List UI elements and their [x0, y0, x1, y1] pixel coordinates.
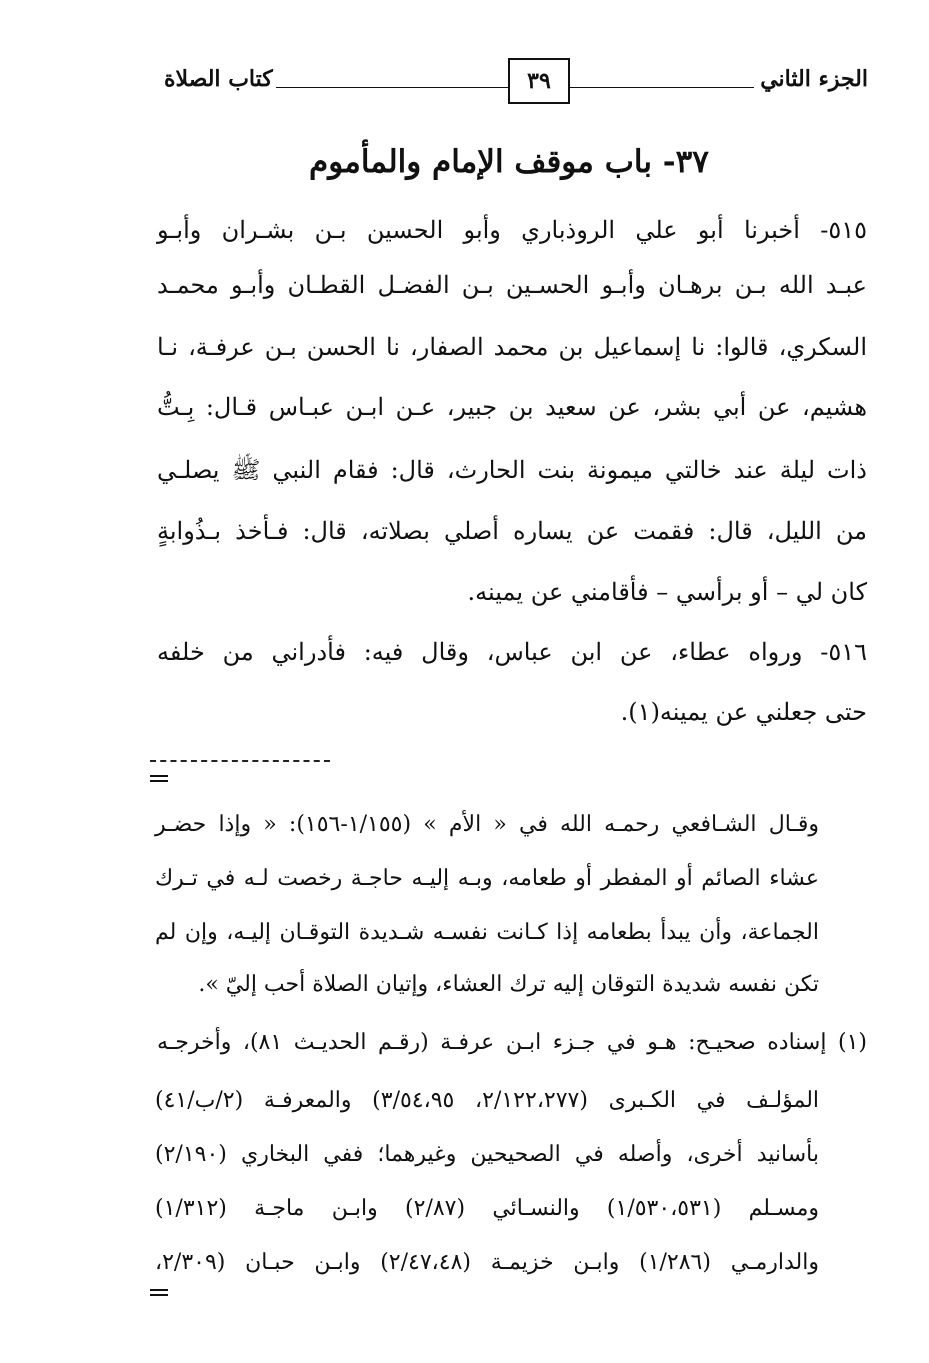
header-rule-left: [276, 87, 508, 88]
footnote-line: (١) إسناده صحيـح: هـو في جـزء ابـن عرفـة (رقـم الحديـث ٨١)، وأخرجـه: [157, 1030, 867, 1055]
body-line: من الليل، قال: فقمت عن يساره أصلي بصلاته، قال: فـأخذ بـذُوابةٍ: [157, 517, 867, 545]
running-header: [150, 58, 868, 108]
footnote-continuation-line: عشاء الصائم أو المفطر أو طعامه، وبـه إليـه حاجـة رخصت لـه في تـرك: [155, 866, 819, 891]
header-rule-right: [570, 87, 754, 88]
footnote-continuation-line: وقـال الشـافعي رحمـه الله في « الأم » (١/١٥٥-١٥٦): « وإذا حضـر: [155, 812, 819, 837]
body-line: حتى جعلني عن يمينه(١).: [620, 698, 867, 726]
chapter-title: ٣٧- باب موقف الإمام والمأموم: [309, 144, 709, 180]
body-line: عبـد الله بـن برهـان وأبـو الحسـين بـن الفضـل القطـان وأبـو محمـد: [157, 271, 867, 299]
body-line: ٥١٦- ورواه عطاء، عن ابن عباس، وقال فيه: فأدراني من خلفه: [157, 638, 867, 666]
body-line: ٥١٥- أخبرنا أبو علي الروذباري وأبو الحسين بـن بشـران وأبـو: [157, 216, 867, 244]
body-line: ذات ليلة عند خالتي ميمونة بنت الحارث، قال: فقام النبي ﷺ يصلـي: [157, 456, 867, 484]
body-line: كان لي – أو برأسي – فأقامني عن يمينه.: [467, 578, 867, 606]
footnote-continuation-line: الجماعة، وأن يبدأ بطعامه إذا كـانت نفسـه شـديدة التوقـان إليـه، وإن لم: [155, 920, 819, 945]
footnote-line: بأسانيد أخرى، وأصله في الصحيحين وغيرهما؛ ففي البخاري (٢/١٩٠): [155, 1142, 819, 1167]
header-book-label: كتاب الصلاة: [164, 66, 273, 92]
footnote-line: ومسـلم (١/٥٣٠،٥٣١) والنسـائي (٢/٨٧) وابـن ماجـة (١/٣١٢): [155, 1196, 820, 1221]
continuation-mark: [150, 775, 168, 782]
body-line: السكري، قالوا: نا إسماعيل بن محمد الصفار، نا الحسن بـن عرفـة، نـا: [157, 333, 867, 361]
body-line: هشيم، عن أبي بشر، عن سعيد بن جبير، عـن ابـن عبـاس قـال: بِـتُّ: [157, 393, 867, 421]
header-part-label: الجزء الثاني: [760, 66, 868, 92]
footnote-line: المؤلـف في الكـبرى (٢/١٢٢،٢٧٧، ٣/٥٤،٩٥) والمعرفـة (٢/ب/٤١): [155, 1088, 820, 1113]
footnote-separator: [150, 760, 330, 762]
footnote-continuation-line: تكن نفسه شديدة التوقان إليه ترك العشاء، وإتيان الصلاة أحب إليّ ».: [198, 972, 819, 997]
page-number: ٣٩: [527, 68, 551, 94]
footnote-line: والدارمـي (١/٢٨٦) وابـن خزيمـة (٢/٤٧،٤٨) وابـن حبـان (٢/٣٠٩،: [155, 1250, 819, 1275]
page-number-box: [508, 58, 570, 104]
continuation-mark: [150, 1289, 168, 1296]
